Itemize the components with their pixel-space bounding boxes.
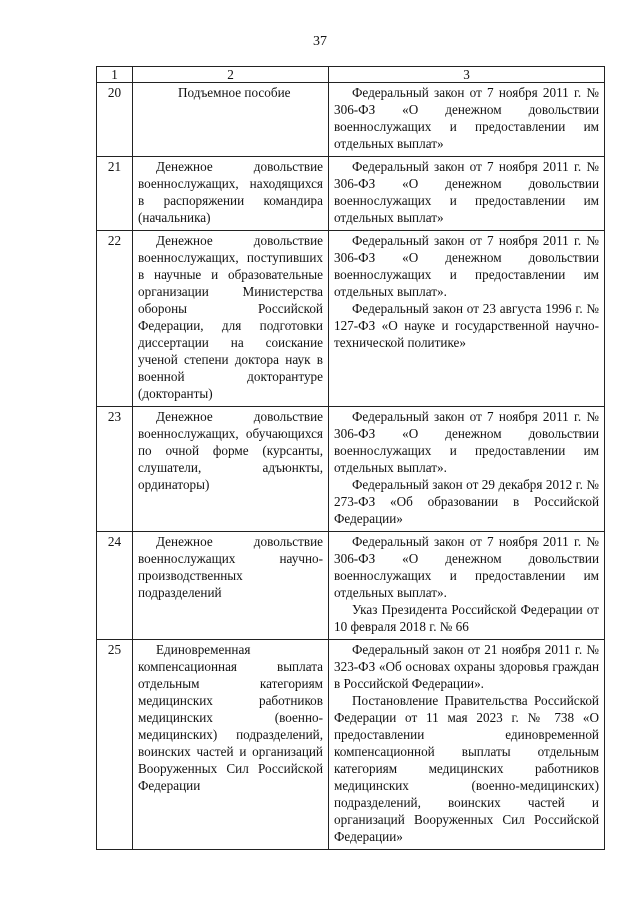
row-number: 23 bbox=[97, 407, 133, 532]
table-header-row bbox=[97, 67, 605, 83]
table-row bbox=[97, 157, 605, 231]
payment-name bbox=[133, 231, 329, 407]
column-header-basis: 3 bbox=[329, 67, 605, 83]
legal-basis-paragraph: Федеральный закон от 7 ноября 2011 г. № 306-ФЗ «О денежном довольствии военнослужащих и предоставлении им отдельных выплат». bbox=[334, 409, 599, 475]
legal-basis-paragraph: Федеральный закон от 29 декабря 2012 г. № 273-ФЗ «Об образовании в Российской Федерации» bbox=[334, 477, 599, 526]
legal-basis-paragraph: Федеральный закон от 7 ноября 2011 г. № 306-ФЗ «О денежном довольствии военнослужащих и предоставлении им отдельных выплат» bbox=[334, 85, 599, 151]
legal-basis bbox=[329, 532, 605, 640]
legal-basis bbox=[329, 83, 605, 157]
payment-name-text: Денежное довольствие военнослужащих, обучающихся по очной форме (курсанты, слушатели, адъюнкты, ординаторы) bbox=[138, 409, 323, 492]
table-row bbox=[97, 83, 605, 157]
payment-name-text: Денежное довольствие военнослужащих, находящихся в распоряжении командира (начальника) bbox=[138, 159, 323, 225]
payment-name-text: Денежное довольствие военнослужащих научно-производственных подразделений bbox=[138, 534, 323, 600]
legal-basis-paragraph: Указ Президента Российской Федерации от 10 февраля 2018 г. № 66 bbox=[334, 602, 599, 634]
payment-name bbox=[133, 157, 329, 231]
page-number: 37 bbox=[313, 34, 327, 49]
column-header-number: 1 bbox=[97, 67, 133, 83]
row-number: 20 bbox=[97, 83, 133, 157]
table-row bbox=[97, 532, 605, 640]
legal-basis-paragraph: Федеральный закон от 23 августа 1996 г. № 127-ФЗ «О науке и государственной научно-технической политике» bbox=[334, 301, 599, 350]
legal-basis-paragraph: Федеральный закон от 7 ноября 2011 г. № 306-ФЗ «О денежном довольствии военнослужащих и предоставлении им отдельных выплат». bbox=[334, 534, 599, 600]
row-number: 22 bbox=[97, 231, 133, 407]
legal-basis-paragraph: Федеральный закон от 7 ноября 2011 г. № 306-ФЗ «О денежном довольствии военнослужащих и предоставлении им отдельных выплат». bbox=[334, 233, 599, 299]
legal-basis bbox=[329, 407, 605, 532]
row-number: 25 bbox=[97, 640, 133, 850]
table-row bbox=[97, 407, 605, 532]
legal-basis-paragraph: Федеральный закон от 7 ноября 2011 г. № 306-ФЗ «О денежном довольствии военнослужащих и предоставлении им отдельных выплат» bbox=[334, 159, 599, 225]
row-number: 24 bbox=[97, 532, 133, 640]
row-number: 21 bbox=[97, 157, 133, 231]
table-row bbox=[97, 640, 605, 850]
column-header-name: 2 bbox=[133, 67, 329, 83]
legal-basis bbox=[329, 157, 605, 231]
benefits-table bbox=[96, 66, 605, 850]
payment-name-text: Единовременная компенсационная выплата отдельным категориям медицинских работников медицинских (военно-медицинских) подразделений, воинских частей и организаций Вооруженных Сил Российской Федерации bbox=[138, 642, 323, 793]
payment-name bbox=[133, 83, 329, 157]
legal-basis bbox=[329, 640, 605, 850]
payment-name bbox=[133, 407, 329, 532]
legal-basis-paragraph: Федеральный закон от 21 ноября 2011 г. № 323-ФЗ «Об основах охраны здоровья граждан в Российской Федерации». bbox=[334, 642, 599, 691]
payment-name bbox=[133, 532, 329, 640]
legal-basis-paragraph: Постановление Правительства Российской Федерации от 11 мая 2023 г. № 738 «О предоставлении единовременной компенсационной выплаты отдельным категориям медицинских работников медицинских (военно-медицинских) подразделений, воинских частей и организаций Вооруженных Сил Российской Федерации» bbox=[334, 693, 599, 844]
payment-name bbox=[133, 640, 329, 850]
legal-basis bbox=[329, 231, 605, 407]
payment-name-text: Подъемное пособие bbox=[178, 85, 291, 100]
payment-name-text: Денежное довольствие военнослужащих, поступивших в научные и образовательные организации Министерства обороны Российской Федерации, для подготовки диссертации на соискание ученой степени доктора наук в военной докторантуре (докторанты) bbox=[138, 233, 323, 401]
table-row bbox=[97, 231, 605, 407]
